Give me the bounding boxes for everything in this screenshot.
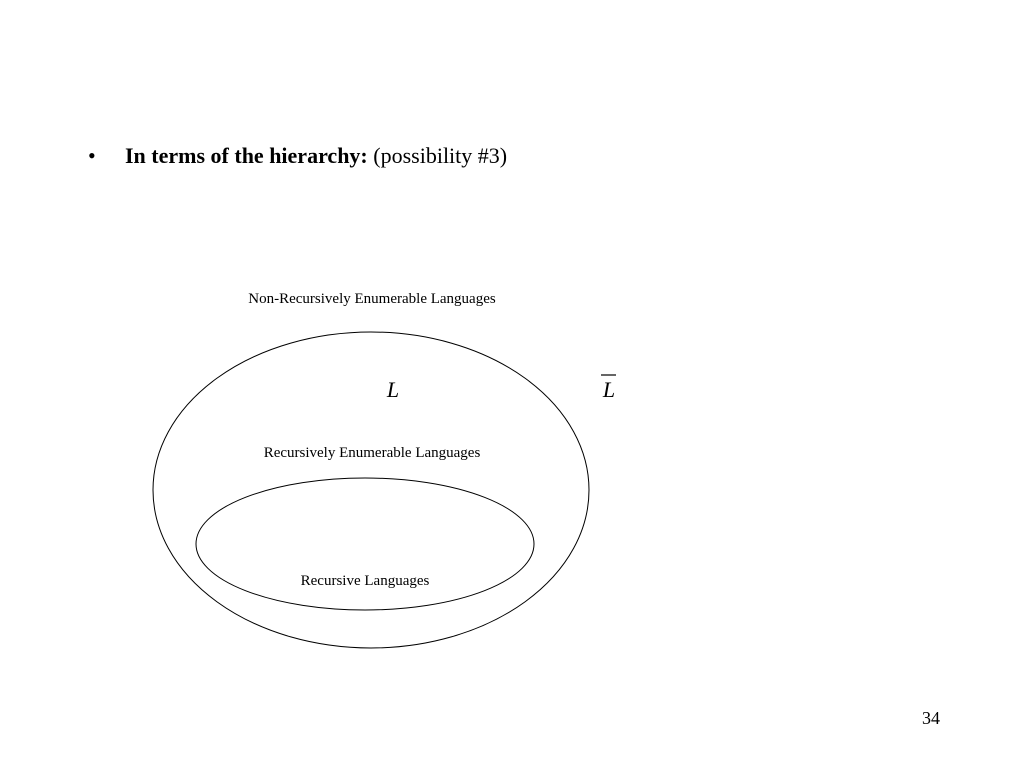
language-L-symbol: L bbox=[386, 377, 400, 402]
bullet-subtext: (possibility #3) bbox=[367, 143, 508, 168]
non-re-languages-label: Non-Recursively Enumerable Languages bbox=[248, 291, 496, 307]
recursive-languages-ellipse bbox=[196, 478, 534, 610]
re-languages-ellipse bbox=[153, 332, 589, 648]
page-number: 34 bbox=[922, 708, 940, 728]
re-languages-label: Recursively Enumerable Languages bbox=[263, 445, 481, 461]
bullet-marker: • bbox=[88, 143, 96, 168]
recursive-languages-label: Recursive Languages bbox=[300, 573, 430, 589]
language-L-complement-symbol: L bbox=[602, 377, 616, 402]
bullet-heading: In terms of the hierarchy: bbox=[125, 143, 368, 168]
